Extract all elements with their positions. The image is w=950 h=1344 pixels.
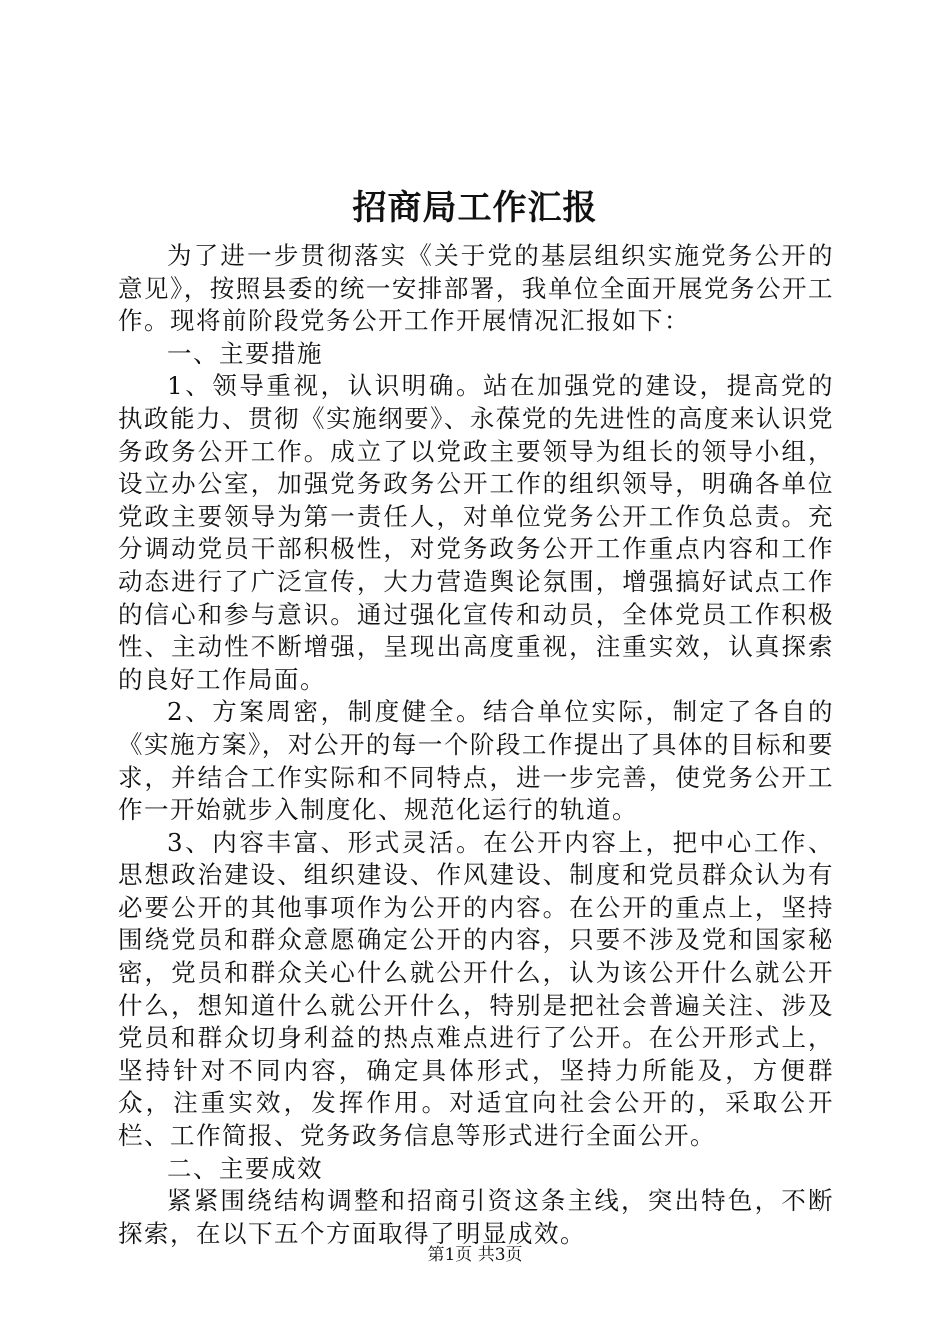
measure-paragraph-3: 3、内容丰富、形式灵活。在公开内容上，把中心工作、思想政治建设、组织建设、作风建设、制度和党员群众认为有必要公开的其他事项作为公开的内容。在公开的重点上，坚持围绕党员和群众意愿确定公开的内容，只要不涉及党和国家秘密，党员和群众关心什么就公开什么，认为该公开什么就公开什么，想知道什么就公开什么，特别是把社会普遍关注、涉及党员和群众切身利益的热点难点进行了公开。在公开形式上，坚持针对不同内容，确定具体形式，坚持力所能及，方便群众，注重实效，发挥作用。对适宜向社会公开的，采取公开栏、工作简报、党务政务信息等形式进行全面公开。: [118, 827, 834, 1151]
section-heading-measures: 一、主要措施: [167, 338, 323, 368]
document-title: 招商局工作汇报: [352, 188, 598, 228]
page-number-footer: 第1页 共3页: [427, 1245, 523, 1265]
intro-paragraph: 为了进一步贯彻落实《关于党的基层组织实施党务公开的意见》，按照县委的统一安排部署，我单位全面开展党务公开工作。现将前阶段党务公开工作开展情况汇报如下：: [118, 241, 834, 336]
document-body: [118, 240, 834, 1250]
results-paragraph: 紧紧围绕结构调整和招商引资这条主线，突出特色，不断探索，在以下五个方面取得了明显成效。: [118, 1186, 834, 1248]
section-heading-results: 二、主要成效: [167, 1153, 323, 1183]
measure-paragraph-2: 2、方案周密，制度健全。结合单位实际，制定了各自的《实施方案》，对公开的每一个阶段工作提出了具体的目标和要求，并结合工作实际和不同特点，进一步完善，使党务公开工作一开始就步入制度化、规范化运行的轨道。: [118, 697, 834, 825]
measure-paragraph-1: 1、领导重视，认识明确。站在加强党的建设，提高党的执政能力、贯彻《实施纲要》、永葆党的先进性的高度来认识党务政务公开工作。成立了以党政主要领导为组长的领导小组，设立办公室，加强党务政务公开工作的组织领导，明确各单位党政主要领导为第一责任人，对单位党务公开工作负总责。充分调动党员干部积极性，对党务政务公开工作重点内容和工作动态进行了广泛宣传，大力营造舆论氛围，增强搞好试点工作的信心和参与意识。通过强化宣传和动员，全体党员工作积极性、主动性不断增强，呈现出高度重视，注重实效，认真探索的良好工作局面。: [118, 371, 834, 694]
